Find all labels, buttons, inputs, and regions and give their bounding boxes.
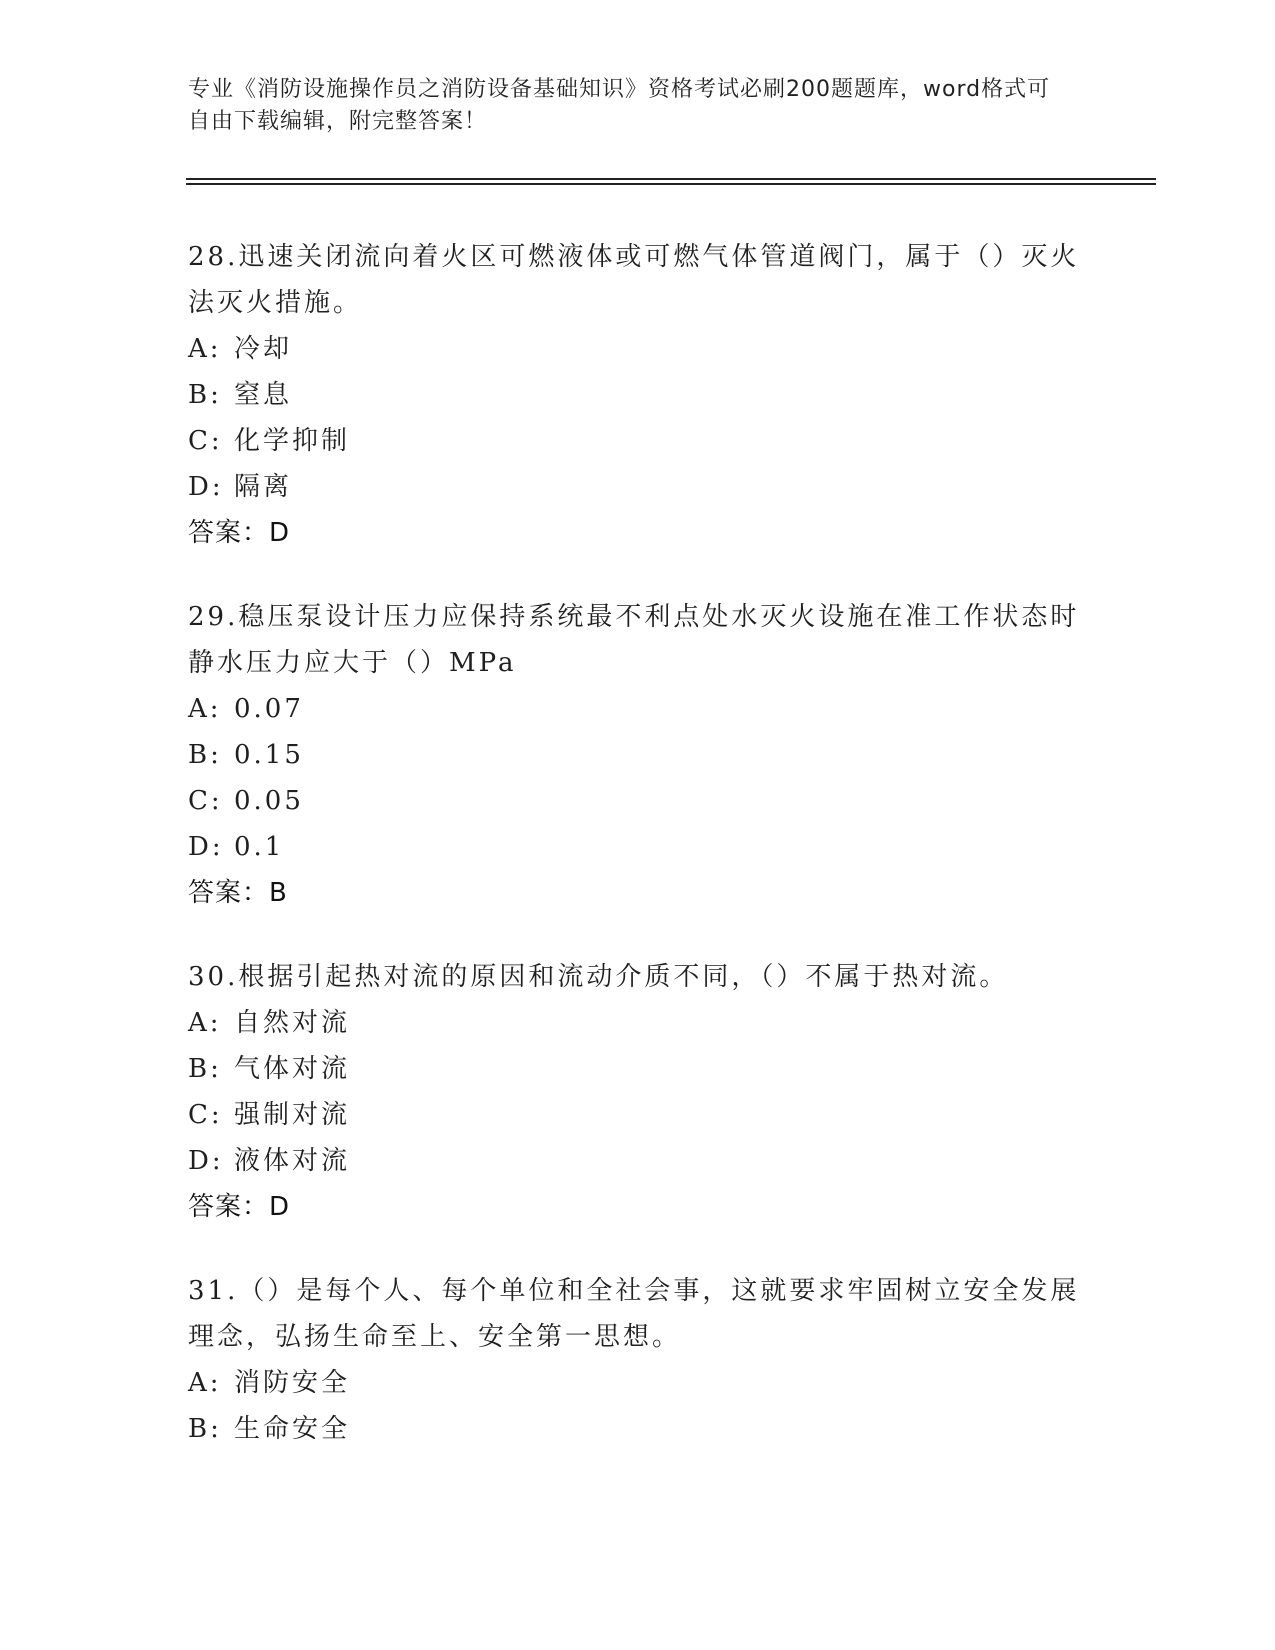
option-key: B: xyxy=(188,380,222,410)
option-key: A: xyxy=(188,334,222,364)
document-header: 专业《消防设施操作员之消防设备基础知识》资格考试必刷200题题库，word格式可自由下载编辑，附完整答案！ xyxy=(188,77,1051,134)
option-text: 冷却 xyxy=(234,334,293,364)
answer-line: 答案：D xyxy=(188,518,291,548)
question-31 xyxy=(188,1268,1088,1452)
option-d xyxy=(188,824,1088,870)
question-stem: 31.（）是每个人、每个单位和全社会事，这就要求牢固树立安全发展理念，弘扬生命至上、安全第一思想。 xyxy=(188,1276,1080,1352)
option-a xyxy=(188,686,1088,732)
answer-line: 答案：D xyxy=(188,1192,291,1222)
option-d xyxy=(188,464,1088,510)
option-text: 化学抑制 xyxy=(234,426,351,456)
option-text: 自然对流 xyxy=(234,1008,351,1038)
question-stem: 29.稳压泵设计压力应保持系统最不利点处水灭火设施在准工作状态时静水压力应大于（）MPa xyxy=(188,602,1080,678)
header-divider-top xyxy=(186,178,1156,180)
question-stem: 28.迅速关闭流向着火区可燃液体或可燃气体管道阀门，属于（）灭火法灭火措施。 xyxy=(188,242,1080,318)
option-a xyxy=(188,326,1088,372)
option-b xyxy=(188,1046,1088,1092)
option-text: 隔离 xyxy=(234,472,293,502)
option-text: 液体对流 xyxy=(234,1146,351,1176)
header-divider-bottom xyxy=(186,183,1156,185)
option-key: B: xyxy=(188,1054,222,1084)
answer-line: 答案：B xyxy=(188,878,288,908)
option-b xyxy=(188,372,1088,418)
question-28 xyxy=(188,234,1088,556)
option-key: A: xyxy=(188,1368,222,1398)
option-text: 0.15 xyxy=(234,740,304,770)
option-key: A: xyxy=(188,694,222,724)
option-key: B: xyxy=(188,1414,222,1444)
option-text: 窒息 xyxy=(234,380,293,410)
option-key: C: xyxy=(188,786,223,816)
option-c xyxy=(188,1092,1088,1138)
option-text: 气体对流 xyxy=(234,1054,351,1084)
option-key: A: xyxy=(188,1008,222,1038)
option-key: B: xyxy=(188,740,222,770)
option-key: D: xyxy=(188,832,224,862)
option-key: C: xyxy=(188,426,223,456)
question-30 xyxy=(188,954,1088,1230)
option-text: 0.1 xyxy=(234,832,285,862)
option-key: C: xyxy=(188,1100,223,1130)
question-list xyxy=(188,234,1088,1490)
question-stem: 30.根据引起热对流的原因和流动介质不同，（）不属于热对流。 xyxy=(188,962,1009,992)
option-text: 生命安全 xyxy=(234,1414,351,1444)
option-text: 消防安全 xyxy=(234,1368,351,1398)
option-d xyxy=(188,1138,1088,1184)
option-text: 强制对流 xyxy=(234,1100,351,1130)
option-text: 0.07 xyxy=(234,694,304,724)
option-key: D: xyxy=(188,1146,224,1176)
option-key: D: xyxy=(188,472,224,502)
option-a xyxy=(188,1360,1088,1406)
option-b xyxy=(188,732,1088,778)
option-b xyxy=(188,1406,1088,1452)
option-c xyxy=(188,778,1088,824)
option-text: 0.05 xyxy=(234,786,304,816)
option-c xyxy=(188,418,1088,464)
option-a xyxy=(188,1000,1088,1046)
question-29 xyxy=(188,594,1088,916)
